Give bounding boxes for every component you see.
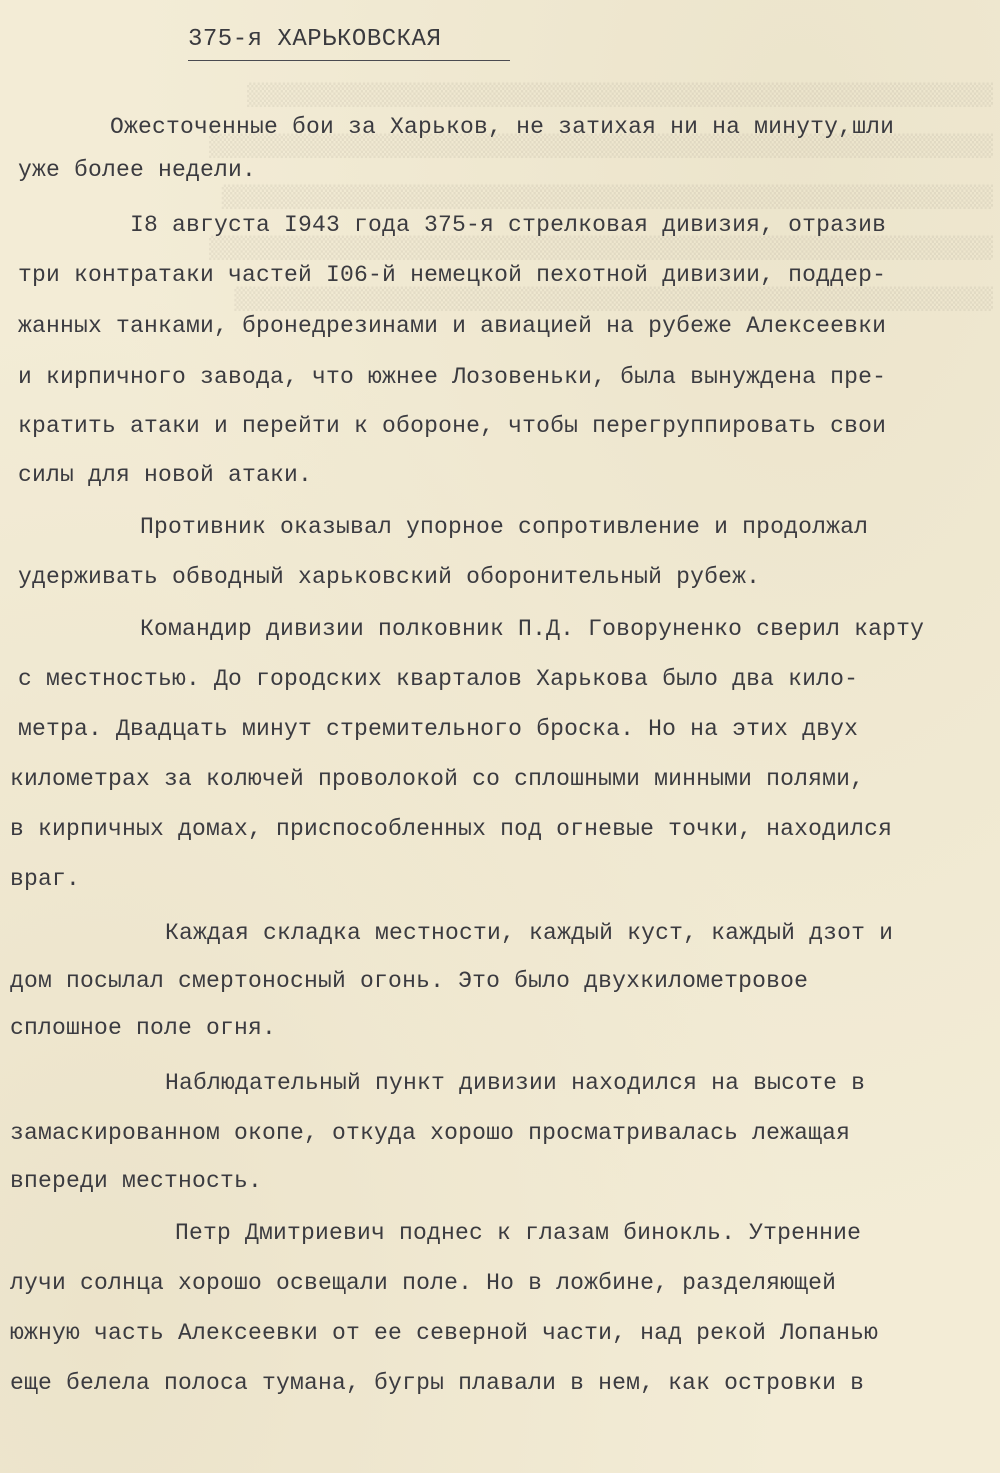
text-line: дом посылал смертоносный огонь. Это было двухкилометровое bbox=[10, 968, 809, 994]
text-line: враг. bbox=[10, 866, 81, 892]
text-line: Командир дивизии полковник П.Д. Говоруненко сверил карту bbox=[140, 616, 925, 642]
text-line: в кирпичных домах, приспособленных под огневые точки, находился bbox=[10, 816, 893, 842]
document-title: 375-я ХАРЬКОВСКАЯ bbox=[188, 26, 442, 53]
text-line: уже более недели. bbox=[18, 157, 257, 183]
text-line: Наблюдательный пункт дивизии находился на высоте в bbox=[165, 1070, 866, 1096]
title-underline bbox=[188, 60, 510, 61]
text-line: I8 августа I943 года 375-я стрелковая дивизия, отразив bbox=[130, 212, 887, 238]
text-line: Противник оказывал упорное сопротивление и продолжал bbox=[140, 514, 869, 540]
text-line: впереди местность. bbox=[10, 1168, 263, 1194]
text-line: три контратаки частей I06-й немецкой пехотной дивизии, поддер- bbox=[18, 262, 887, 288]
text-line: Петр Дмитриевич поднес к глазам бинокль. Утренние bbox=[175, 1220, 862, 1246]
text-line: лучи солнца хорошо освещали поле. Но в ложбине, разделяющей bbox=[10, 1270, 837, 1296]
text-line: еще белела полоса тумана, бугры плавали в нем, как островки в bbox=[10, 1370, 865, 1396]
text-line: сплошное поле огня. bbox=[10, 1015, 277, 1041]
bleed-through-texture: ▒▒▒▒▒▒▒▒▒▒▒▒▒▒▒▒▒▒▒▒▒▒▒▒▒▒▒▒▒▒▒▒▒▒▒▒▒▒▒▒▒▒▒▒▒▒▒▒▒▒▒▒▒▒▒▒▒▒▒ ▒▒▒▒▒▒▒▒▒▒▒▒▒▒▒▒▒▒▒▒▒▒▒▒▒▒▒▒▒▒▒▒▒▒▒▒▒▒▒▒▒▒▒▒▒▒▒▒▒▒▒▒▒▒▒▒▒▒▒▒▒▒ ▒▒▒▒▒▒▒▒▒▒▒▒▒▒▒▒▒▒▒▒▒▒▒▒▒▒▒▒▒▒▒▒▒▒▒▒▒▒▒▒▒▒▒▒▒▒▒▒▒▒▒▒▒▒▒▒▒▒▒▒▒ ▒▒▒▒▒▒▒▒▒▒▒▒▒▒▒▒▒▒▒▒▒▒▒▒▒▒▒▒▒▒▒▒▒▒▒▒▒▒▒▒▒▒▒▒▒▒▒▒▒▒▒▒▒▒▒▒▒▒▒▒▒▒ ▒▒▒▒▒▒▒▒▒▒▒▒▒▒▒▒▒▒▒▒▒▒▒▒▒▒▒▒▒▒▒▒▒▒▒▒▒▒▒▒▒▒▒▒▒▒▒▒▒▒▒▒▒▒▒▒▒▒▒▒ bbox=[209, 83, 993, 311]
text-line: жанных танками, бронедрезинами и авиацией на рубеже Алексеевки bbox=[18, 313, 887, 339]
text-line: метра. Двадцать минут стремительного броска. Но на этих двух bbox=[18, 716, 859, 742]
text-line: и кирпичного завода, что южнее Лозовеньки, была вынуждена пре- bbox=[18, 364, 887, 390]
text-line: с местностью. До городских кварталов Харькова было два кило- bbox=[18, 666, 859, 692]
text-line: удерживать обводный харьковский оборонительный рубеж. bbox=[18, 564, 761, 590]
text-line: южную часть Алексеевки от ее северной части, над рекой Лопанью bbox=[10, 1320, 879, 1346]
text-line: замаскированном окопе, откуда хорошо просматривалась лежащая bbox=[10, 1120, 851, 1146]
text-line: километрах за колючей проволокой со сплошными минными полями, bbox=[10, 766, 865, 792]
text-line: силы для новой атаки. bbox=[18, 462, 313, 488]
text-line: Каждая складка местности, каждый куст, каждый дзот и bbox=[165, 920, 894, 946]
text-line: Ожесточенные бои за Харьков, не затихая ни на минуту,шли bbox=[110, 114, 895, 140]
text-line: кратить атаки и перейти к обороне, чтобы перегруппировать свои bbox=[18, 413, 887, 439]
